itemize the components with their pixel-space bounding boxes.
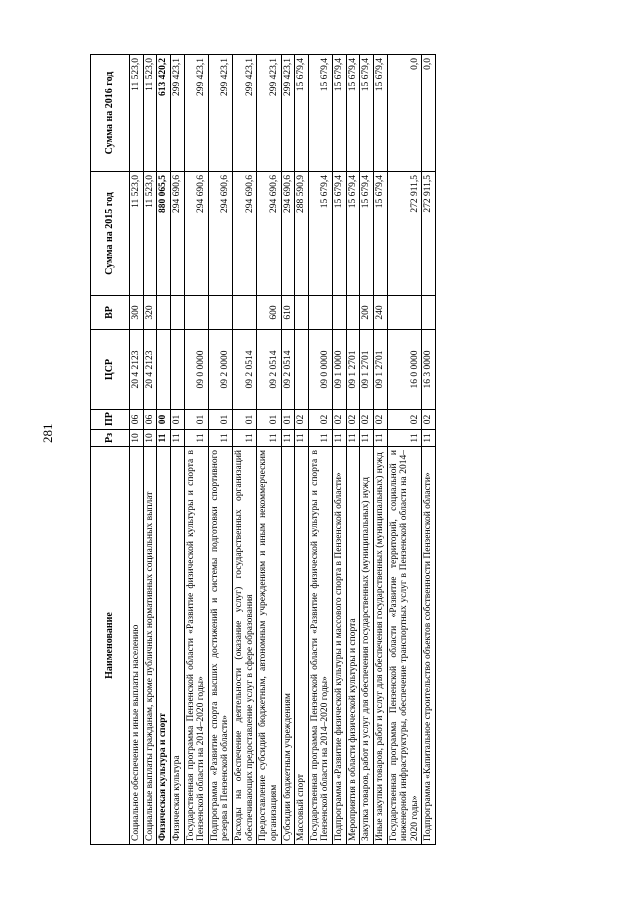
cell-rz: 11: [387, 430, 422, 447]
cell-name: Социальные выплаты гражданам, кроме публичных нормативных социальных выплат: [143, 447, 157, 845]
cell-sum-2016: 299 423,1: [184, 55, 208, 172]
table-row: [281, 55, 295, 845]
cell-vr: [308, 296, 332, 330]
cell-name: Предоставление субсидий бюджетным, автономным учреждениям и иным некоммерческим организациям: [257, 447, 281, 845]
cell-rz: 11: [422, 430, 436, 447]
cell-rz: 11: [257, 430, 281, 447]
table-body: [130, 55, 436, 845]
cell-sum-2015: 272 911,5: [422, 172, 436, 296]
cell-rz: 11: [233, 430, 257, 447]
table-row: [308, 55, 332, 845]
cell-vr: [387, 296, 422, 330]
cell-pr: 02: [308, 410, 332, 430]
cell-sum-2016: 299 423,1: [281, 55, 295, 172]
cell-rz: 11: [295, 430, 309, 447]
header-csr: ЦСР: [91, 330, 130, 410]
table-header-row: [91, 55, 130, 845]
cell-sum-2015: 11 523,0: [130, 172, 144, 296]
cell-rz: 10: [130, 430, 144, 447]
cell-name: Государственная программа Пензенской области «Развитие физической культуры и спорта в Пензенской области на 2014–2020 годы»: [184, 447, 208, 845]
page-number: 281: [40, 423, 55, 443]
cell-pr: 02: [422, 410, 436, 430]
cell-sum-2016: 299 423,1: [233, 55, 257, 172]
cell-pr: 06: [130, 410, 144, 430]
cell-name: Субсидии бюджетным учреждениям: [281, 447, 295, 845]
cell-sum-2015: 294 690,6: [257, 172, 281, 296]
header-pr: ПР: [91, 410, 130, 430]
cell-csr: 09 2 0514: [257, 330, 281, 410]
cell-pr: 01: [233, 410, 257, 430]
cell-csr: 16 3 0000: [422, 330, 436, 410]
cell-pr: 01: [257, 410, 281, 430]
cell-vr: [184, 296, 208, 330]
cell-vr: [233, 296, 257, 330]
cell-sum-2016: 0,0: [422, 55, 436, 172]
table-row: [233, 55, 257, 845]
header-sum-2015: Сумма на 2015 год: [91, 172, 130, 296]
cell-rz: 11: [308, 430, 332, 447]
cell-vr: [170, 296, 184, 330]
cell-csr: 20 4 2123: [130, 330, 144, 410]
cell-csr: 09 1 2701: [373, 330, 387, 410]
header-vr: ВР: [91, 296, 130, 330]
cell-vr: [422, 296, 436, 330]
cell-pr: 02: [295, 410, 309, 430]
cell-name: Мероприятия в области физической культуры и спорта: [346, 447, 360, 845]
cell-name: Расходы на обеспечение деятельности (оказание услуг) государственных организаций обеспечивающих предоставление услуг в сфере образования: [233, 447, 257, 845]
cell-name: Физическая культура и спорт: [157, 447, 171, 845]
cell-name: Массовый спорт: [295, 447, 309, 845]
cell-vr: 600: [257, 296, 281, 330]
cell-sum-2016: 0,0: [387, 55, 422, 172]
cell-sum-2016: 11 523,0: [143, 55, 157, 172]
table-row: [257, 55, 281, 845]
cell-vr: 610: [281, 296, 295, 330]
cell-sum-2015: 294 690,6: [184, 172, 208, 296]
cell-vr: [157, 296, 171, 330]
cell-pr: 01: [184, 410, 208, 430]
cell-csr: [170, 330, 184, 410]
cell-sum-2016: 299 423,1: [208, 55, 232, 172]
cell-name: Подпрограмма «Развитие спорта высших достижений и системы подготовки спортивного резерва в Пензенской области»: [208, 447, 232, 845]
table-row: [208, 55, 232, 845]
cell-rz: 11: [346, 430, 360, 447]
cell-rz: 11: [333, 430, 347, 447]
cell-name: Социальное обеспечение и иные выплаты населению: [130, 447, 144, 845]
cell-csr: 09 2 0000: [208, 330, 232, 410]
table-row: [360, 55, 374, 845]
cell-sum-2016: 11 523,0: [130, 55, 144, 172]
cell-vr: [346, 296, 360, 330]
cell-sum-2015: 15 679,4: [360, 172, 374, 296]
cell-vr: 200: [360, 296, 374, 330]
cell-sum-2015: 294 690,6: [233, 172, 257, 296]
cell-sum-2015: 11 523,0: [143, 172, 157, 296]
cell-vr: [295, 296, 309, 330]
cell-sum-2015: 15 679,4: [373, 172, 387, 296]
cell-vr: 300: [130, 296, 144, 330]
table-row: [184, 55, 208, 845]
cell-rz: 11: [208, 430, 232, 447]
cell-name: Подпрограмма «Развитие физической культуры и массового спорта в Пензенской области»: [333, 447, 347, 845]
cell-sum-2016: 15 679,4: [333, 55, 347, 172]
cell-pr: 02: [360, 410, 374, 430]
cell-sum-2016: 15 679,4: [346, 55, 360, 172]
header-sum-2016: Сумма на 2016 год: [91, 55, 130, 172]
header-name: Наименование: [91, 447, 130, 845]
cell-vr: 240: [373, 296, 387, 330]
table-row: [130, 55, 144, 845]
cell-name: Подпрограмма «Капитальное строительство объектов собственности Пензенской области»: [422, 447, 436, 845]
cell-vr: 320: [143, 296, 157, 330]
cell-sum-2016: 613 420,2: [157, 55, 171, 172]
table-row: [422, 55, 436, 845]
cell-sum-2015: 288 590,9: [295, 172, 309, 296]
header-rz: Рз: [91, 430, 130, 447]
cell-csr: 09 1 2701: [346, 330, 360, 410]
cell-name: Закупка товаров, работ и услуг для обеспечения государственных (муниципальных) нужд: [360, 447, 374, 845]
cell-sum-2015: 272 911,5: [387, 172, 422, 296]
cell-pr: 01: [208, 410, 232, 430]
cell-rz: 11: [360, 430, 374, 447]
cell-rz: 11: [373, 430, 387, 447]
cell-sum-2016: 299 423,1: [170, 55, 184, 172]
table-row: [143, 55, 157, 845]
cell-csr: 09 2 0514: [233, 330, 257, 410]
cell-sum-2015: 294 690,6: [170, 172, 184, 296]
cell-sum-2015: 15 679,4: [333, 172, 347, 296]
budget-table: [90, 54, 436, 845]
cell-pr: 02: [373, 410, 387, 430]
cell-pr: 00: [157, 410, 171, 430]
cell-rz: 11: [184, 430, 208, 447]
cell-csr: 20 4 2123: [143, 330, 157, 410]
cell-rz: 11: [170, 430, 184, 447]
cell-pr: 01: [281, 410, 295, 430]
cell-name: Иные закупки товаров, работ и услуг для обеспечения государственных (муниципальных) нужд: [373, 447, 387, 845]
cell-sum-2016: 15 679,4: [295, 55, 309, 172]
cell-sum-2015: 294 690,6: [281, 172, 295, 296]
cell-name: Государственная программа Пензенской области «Развитие территорий, социальной и инженерной инфраструктуры, обеспечение транспортных услуг в Пензенской области на 2014–2020 годы»: [387, 447, 422, 845]
cell-pr: 02: [346, 410, 360, 430]
cell-pr: 01: [170, 410, 184, 430]
cell-csr: 09 1 0000: [333, 330, 347, 410]
cell-sum-2016: 15 679,4: [373, 55, 387, 172]
cell-csr: 09 0 0000: [308, 330, 332, 410]
cell-pr: 02: [333, 410, 347, 430]
cell-vr: [208, 296, 232, 330]
cell-csr: 09 2 0514: [281, 330, 295, 410]
cell-vr: [333, 296, 347, 330]
table-row: [170, 55, 184, 845]
cell-csr: 09 1 2701: [360, 330, 374, 410]
cell-rz: 11: [281, 430, 295, 447]
table-row: [387, 55, 422, 845]
budget-table-container: [90, 55, 550, 845]
cell-csr: [157, 330, 171, 410]
cell-rz: 10: [143, 430, 157, 447]
cell-pr: 02: [387, 410, 422, 430]
cell-sum-2016: 15 679,4: [308, 55, 332, 172]
table-row: [295, 55, 309, 845]
cell-sum-2015: 294 690,6: [208, 172, 232, 296]
cell-sum-2015: 880 065,5: [157, 172, 171, 296]
table-row: [373, 55, 387, 845]
cell-pr: 06: [143, 410, 157, 430]
cell-sum-2016: 15 679,4: [360, 55, 374, 172]
cell-csr: 16 0 0000: [387, 330, 422, 410]
cell-name: Государственная программа Пензенской области «Развитие физической культуры и спорта в Пензенской области на 2014–2020 годы»: [308, 447, 332, 845]
table-row: [157, 55, 171, 845]
table-row: [333, 55, 347, 845]
cell-csr: [295, 330, 309, 410]
cell-sum-2015: 15 679,4: [346, 172, 360, 296]
table-row: [346, 55, 360, 845]
cell-rz: 11: [157, 430, 171, 447]
cell-sum-2015: 15 679,4: [308, 172, 332, 296]
cell-name: Физическая культура: [170, 447, 184, 845]
cell-csr: 09 0 0000: [184, 330, 208, 410]
cell-sum-2016: 299 423,1: [257, 55, 281, 172]
